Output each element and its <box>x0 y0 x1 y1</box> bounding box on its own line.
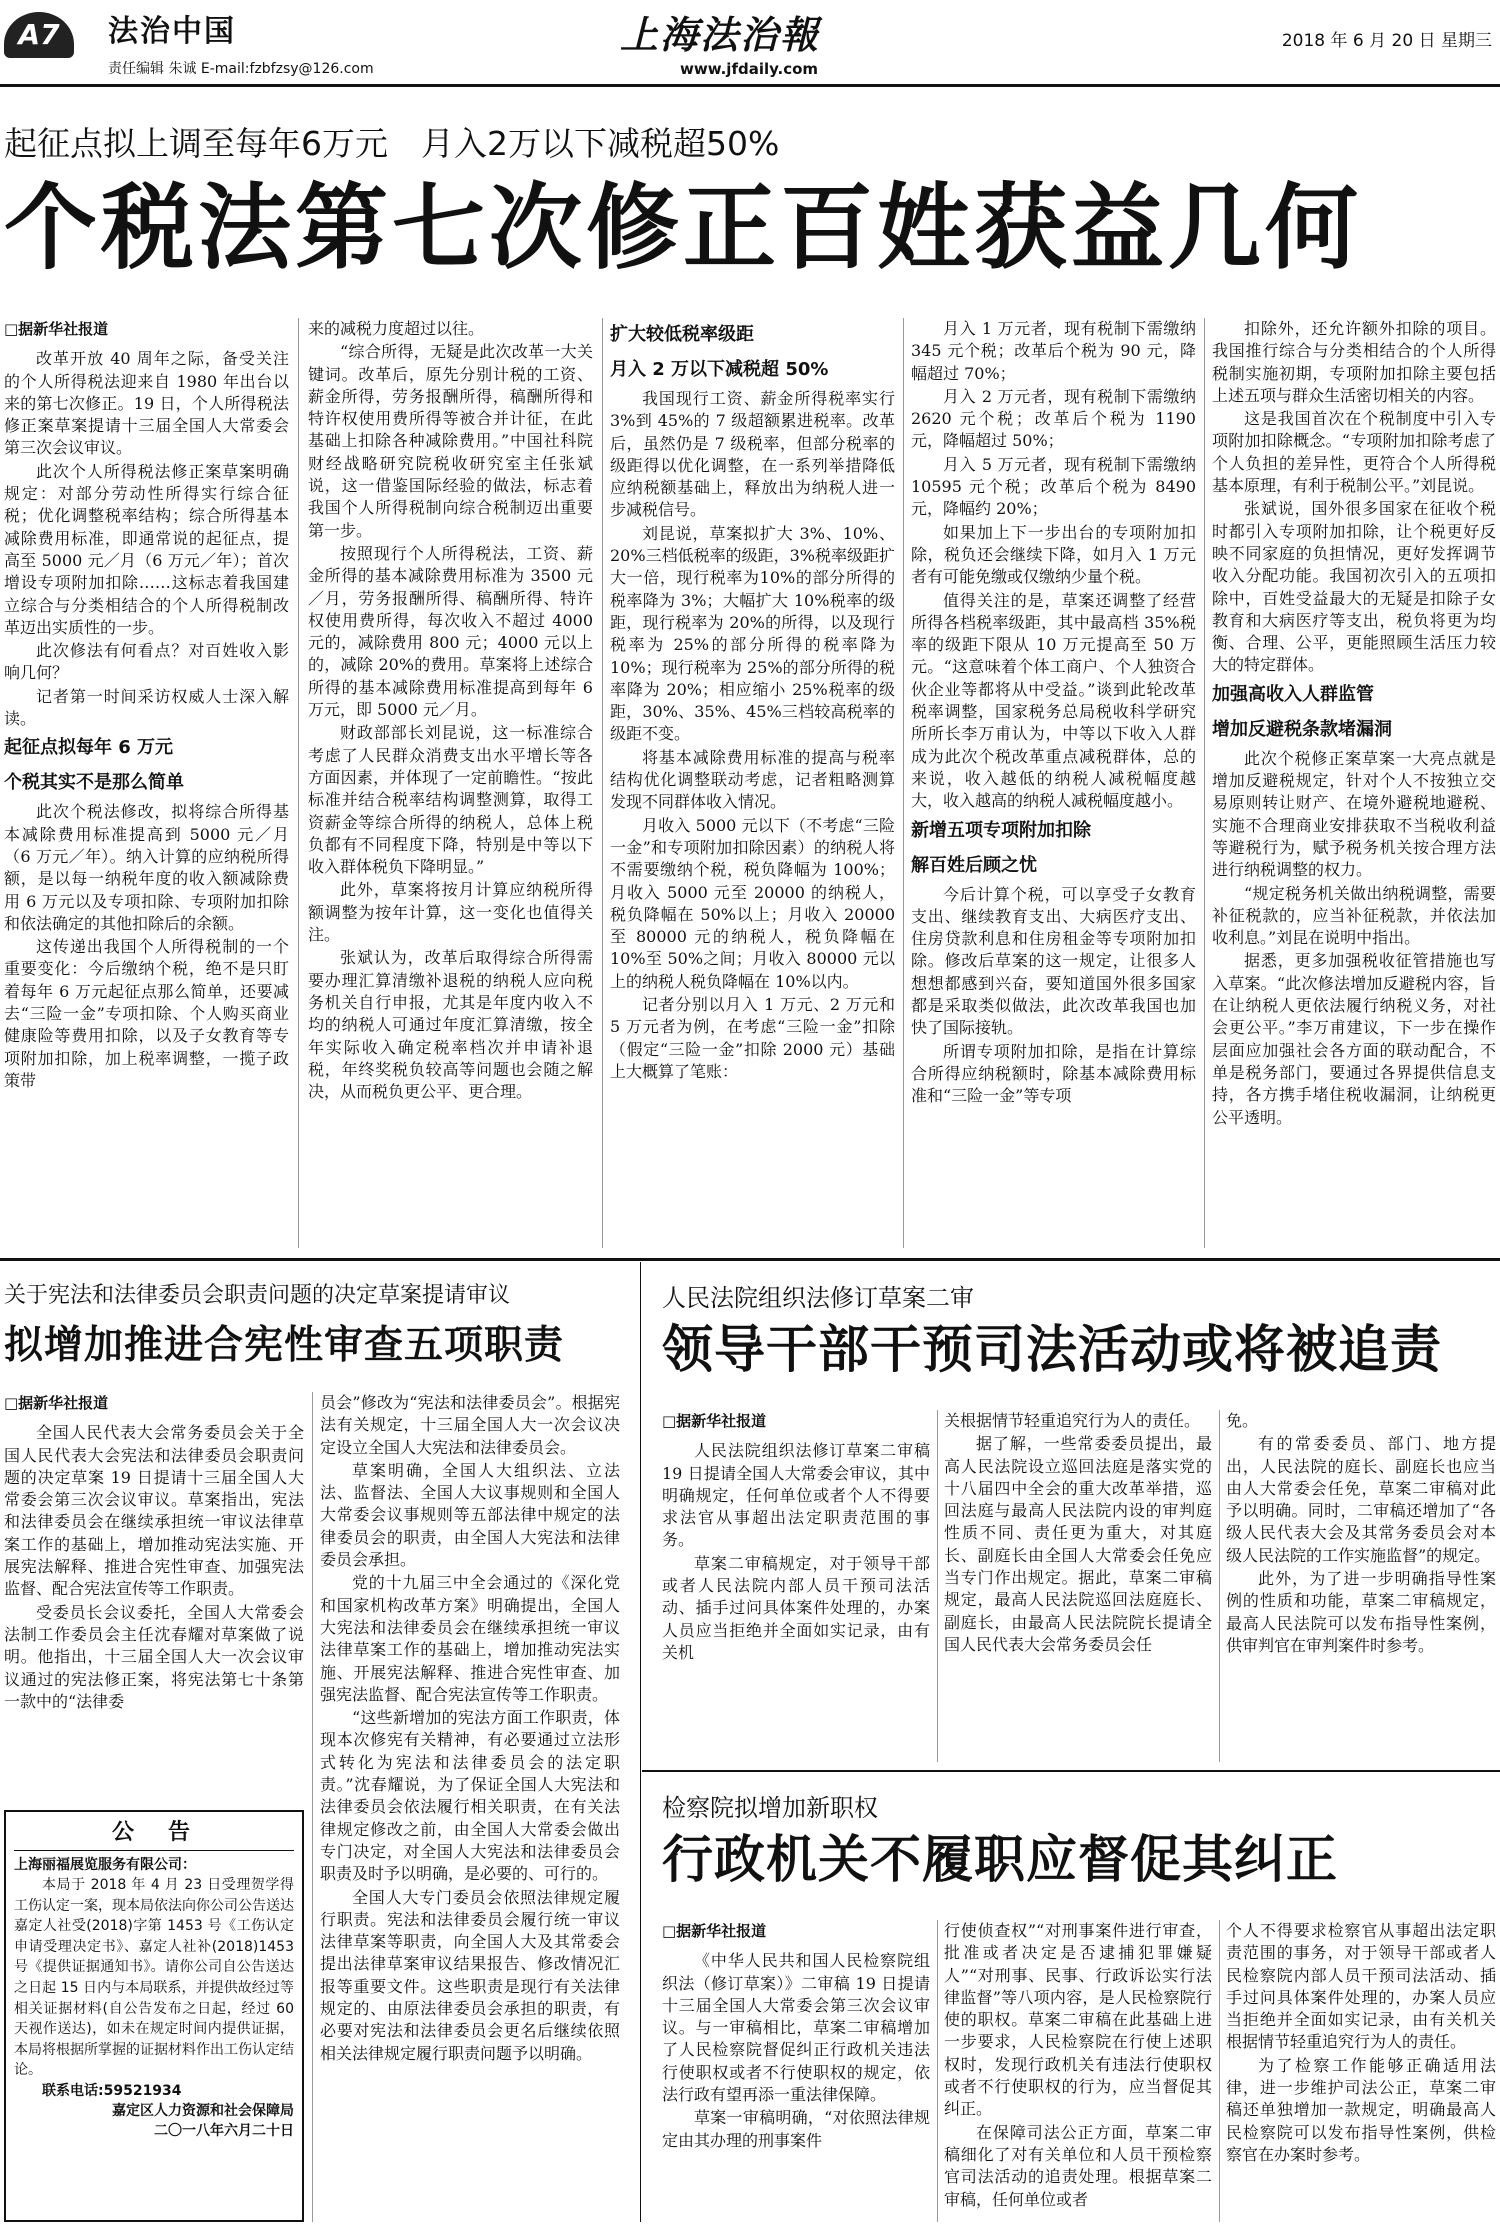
section-name: 法治中国 <box>108 14 236 49</box>
paragraph: 扣除外，还允许额外扣除的项目。我国推行综合与分类相结合的个人所得税制实施初期，专项附加扣除主要包括上述五项与群众生活密切相关的内容。 <box>1212 319 1496 405</box>
paragraph: 据了解，一些常委委员提出，最高人民法院设立巡回法庭是落实党的十八届四中全会的重大改革举措，巡回法庭与最高人民法院内设的审判庭性质不同、责任更为重大，对其庭长、副庭长由全国人大常委会任免应当专门作出规定。据此，草案二审稿规定，最高人民法院巡回法庭庭长、副庭长，由最高人民法院院长提请全国人民代表大会常务委员会任 <box>944 1434 1212 1654</box>
column-rule <box>1219 1410 1220 1762</box>
paragraph: 改革开放 40 周年之际，备受关注的个人所得税法迎来自 1980 年出台以来的第七次修正。19 日，个人所得税法修正案草案提请十三届全国人大常委会第三次会议审议。 <box>4 349 289 458</box>
story3-column-3 <box>1226 1410 1496 1762</box>
paragraph: 此次修法有何看点？对百姓收入影响几何？ <box>4 641 289 683</box>
notice-box <box>4 1810 304 2222</box>
byline: □据新华社报道 <box>4 1394 109 1412</box>
page-number: A7 <box>18 18 60 51</box>
paragraph: 月入 2 万元者，现有税制下需缴纳 2620 元个税；改革后个税为 1190 元，降幅超过 50%； <box>911 386 1196 451</box>
notice-date: 二〇一八年六月二十日 <box>154 2122 294 2139</box>
paragraph: 所谓专项附加扣除，是指在计算综合所得应纳税额时，除基本减除费用标准和“三险一金”等专项 <box>911 1041 1196 1106</box>
story3-headline: 领导干部干预司法活动或将被追责 <box>662 1321 1443 1380</box>
paragraph: 按照现行个人所得税法，工资、薪金所得的基本减除费用标准为 3500 元／月，劳务报酬所得、稿酬所得、特许权使用费所得，每次收入不超过 4000 元的，减除费用 800 元；4000 元以上的，减除 20%的费用。草案将上述综合所得的基本减除费用标准提高到每年 6 万元，即 5000 元／月。 <box>308 543 593 720</box>
subhead: 增加反避税条款堵漏洞 <box>1212 718 1392 740</box>
paragraph: 受委员长会议委托，全国人大常委会法制工作委员会主任沈春耀对草案做了说明。他指出，十三届全国人大一次会议审议通过的宪法修正案，将宪法第七十条第一款中的“法律委 <box>4 1602 304 1711</box>
lead-column-5 <box>1212 318 1496 1248</box>
story2-headline: 拟增加推进合宪性审查五项职责 <box>4 1323 565 1368</box>
paragraph: 张斌认为，改革后取得综合所得需要办理汇算清缴补退税的纳税人应向税务机关自行申报，尤其是年度内收入不均的纳税人可通过年度汇算清缴，按全年实际收入确定税率档次并申请补退税，年终奖税负较高等问题也会随之解决，从而税负更公平、更合理。 <box>308 948 593 1102</box>
paragraph: “综合所得，无疑是此次改革一大关键词。改革后，原先分别计税的工资、薪金所得，劳务报酬所得，稿酬所得和特许权使用费所得等被合并计征，在此基础上扣除各种减除费用。”中国社科院财经战略研究院税收研究室主任张斌说，这一借鉴国际经验的做法，标志着我国个人所得税制向综合税制迈出重要第一步。 <box>308 342 593 540</box>
column-rule <box>937 1410 938 1762</box>
paragraph: 月入 1 万元者，现有税制下需缴纳 345 元个税；改革后个税为 90 元，降幅超过 70%； <box>911 319 1196 383</box>
column-rule <box>312 1392 313 2222</box>
paragraph: “规定税务机关做出纳税调整，需要补征税款的，应当补征税款，并依法加收利息。”刘昆在说明中指出。 <box>1212 883 1496 948</box>
paragraph: 这是我国首次在个税制度中引入专项附加扣除概念。“专项附加扣除考虑了个人负担的差异性，更符合个人所得税基本原理，有利于税制公平。”刘昆说。 <box>1212 409 1496 496</box>
lead-column-1 <box>4 318 289 1248</box>
byline: □据新华社报道 <box>662 1412 767 1430</box>
paragraph: 有的常委委员、部门、地方提出，人民法院的庭长、副庭长也应当由人大常委会任免，草案二审稿对此予以明确。同时，二审稿还增加了“各级人民代表大会及其常务委员会对本级人民法院的工作实施监督”的规定。 <box>1226 1434 1496 1565</box>
story2-kicker: 关于宪法和法律委员会职责问题的决定草案提请审议 <box>4 1283 511 1308</box>
column-rule <box>602 318 603 1248</box>
paragraph: 草案二审稿规定，对于领导干部或者人民法院内部人员干预司法活动、插手过问具体案件处理的，办案人员应当拒绝并全面如实记录，由有关机 <box>662 1553 930 1662</box>
paragraph: 如果加上下一步出台的专项附加扣除，税负还会继续下降，如月入 1 万元者有可能免缴或仅缴纳少量个税。 <box>911 522 1196 587</box>
paragraph: 我国现行工资、薪金所得税率实行 3%到 45%的 7 级超额累进税率。改革后，虽然仍是 7 级税率，但部分税率的级距得以优化调整，在一系列举措降低应纳税额基础上，释放出为纳税人进一步减税信号。 <box>610 389 895 520</box>
paragraph: 月收入 5000 元以下（不考虑“三险一金”和专项附加扣除因素）的纳税人将不需要缴纳个税，税负降幅为 100%；月收入 5000 元至 20000 的纳税人，税负降幅在 50%以上；月收入 20000 至 80000 元的纳税人，税负降幅在 10%至 50%之间；月收入 80000 元以上的纳税人税负降幅在 10%以内。 <box>610 815 895 991</box>
lead-column-3 <box>610 318 895 1248</box>
story-divider <box>642 1770 1500 1772</box>
issue-date: 2018 年 6 月 20 日 星期三 <box>1281 31 1492 51</box>
paragraph: 《中华人民共和国人民检察院组织法（修订草案）》二审稿 19 日提请十三届全国人大常委会第三次会议审议。与一审稿相比，草案二审稿增加了人民检察院督促纠正行政机关违法行使职权或者不行使职权的规定，依法行政有望再添一重法律保障。 <box>662 1951 930 2105</box>
paragraph: 此外，为了进一步明确指导性案例的性质和功能，草案二审稿规定，最高人民法院可以发布指导性案例，供审判官在审判案件时参考。 <box>1226 1569 1496 1655</box>
paragraph: 记者第一时间采访权威人士深入解读。 <box>4 686 289 729</box>
paragraph: 月入 5 万元者，现有税制下需缴纳 10595 元个税；改革后个税为 8490 元，降幅约 20%； <box>911 454 1196 519</box>
paragraph: 来的减税力度超过以往。 <box>308 319 485 338</box>
story4-column-2 <box>944 1920 1212 2222</box>
paragraph: 行使侦查权”“对刑事案件进行审查，批准或者决定是否逮捕犯罪嫌疑人”“对刑事、民事、行政诉讼实行法律监督”等八项内容，是人民检察院行使的职权。草案二审稿在此基础上进一步要求，人民检察院在行使上述职权时，发现行政机关有违法行使职权或者不行使职权的行为，应当督促其纠正。 <box>944 1921 1212 2119</box>
story2-column-1 <box>4 1392 304 1802</box>
story2-column-2 <box>320 1392 620 2222</box>
story4-column-1 <box>662 1920 930 2222</box>
subhead: 加强高收入人群监管 <box>1212 683 1374 705</box>
story3-column-1 <box>662 1410 930 1762</box>
website: www.jfdaily.com <box>680 60 819 78</box>
story4-kicker: 检察院拟增加新职权 <box>662 1794 878 1822</box>
paragraph: 今后计算个税，可以享受子女教育支出、继续教育支出、大病医疗支出、住房贷款利息和住房租金等专项附加扣除。修改后草案的这一规定，让很多人想想都感到兴奋，要知道国外很多国家都是采取类似做法，此次改革我国也加快了国际接轨。 <box>911 884 1196 1038</box>
paragraph: 此次个人所得税法修正案草案明确规定：对部分劳动性所得实行综合征税；优化调整税率结构；综合所得基本减除费用标准，即通常说的起征点，提高至 5000 元／月（6 万元／年）；首次增设专项附加扣除……这标志着我国建立综合与分类相结合的个人所得税制改革迈出实质性的一步。 <box>4 461 289 637</box>
subhead: 扩大较低税率级距 <box>610 324 754 345</box>
subhead: 起征点拟每年 6 万元 <box>4 737 174 759</box>
notice-title: 公 告 <box>111 1820 196 1845</box>
paragraph: 财政部部长刘昆说，这一标准综合考虑了人民群众消费支出水平增长等各方面因素，并体现了一定前瞻性。“按此标准并结合税率结构调整测算，取得工资薪金等综合所得的纳税人，总体上税负都有不同程度下降，特别是中等以下收入群体税负下降明显。” <box>308 723 593 877</box>
byline: □据新华社报道 <box>4 320 109 338</box>
paragraph: 张斌说，国外很多国家在征收个税时都引入专项附加扣除，让个税更好反映不同家庭的负担情况，更好发挥调节收入分配功能。我国初次引入的五项扣除中，百姓受益最大的无疑是扣除子女教育和大病医疗等支出，税负将更为均衡、合理、公平，更能照顾生活压力较大的特定群体。 <box>1212 499 1496 675</box>
paragraph: 刘昆说，草案拟扩大 3%、10%、20%三档低税率的级距，3%税率级距扩大一倍，现行税率为10%的部分所得的税率降为 3%；大幅扩大 10%税率的级距，现行税率为 20%的所得，以及现行税率为 25%的部分所得的税率降为 10%；现行税率为 25%的部分所得的税率降为 20%；相应缩小 25%税率的级距，30%、35%、45%三档较高税率的级距不变。 <box>610 523 895 744</box>
paragraph: 记者分别以月入 1 万元、2 万元和 5 万元者为例，在考虑“三险一金”扣除（假定“三险一金”扣除 2000 元）基础上大概算了笔账： <box>610 995 895 1081</box>
column-rule <box>1219 1920 1220 2222</box>
paragraph: 此次个税修正案草案一大亮点就是增加反避税规定，针对个人不按独立交易原则转让财产、在境外避税地避税、实施不合理商业安排获取不当税收利益等避税行为，赋予税务机关按合理方法进行纳税调整的权力。 <box>1212 748 1496 880</box>
subhead: 解百姓后顾之忧 <box>911 854 1037 876</box>
paragraph: 此次个税法修改，拟将综合所得基本减除费用标准提高到 5000 元／月（6 万元／年）。纳入计算的应纳税所得额，是以每一纳税年度的收入额减除费用 6 万元以及专项扣除、专项附加扣除和依法确定的其他扣除后的余额。 <box>4 802 289 933</box>
paragraph: 值得关注的是，草案还调整了经营所得各档税率级距，其中最高档 35%税率的级距下限从 10 万元提高至 50 万元。“这意味着个体工商户、个人独资合伙企业等都将从中受益。”谈到此轮改革税率调整，国家税务总局税收科学研究所所长李万甫认为，中等以下收入人群成为此次个税改革重点减税群体，总的来说，收入越低的纳税人减税幅度越大，收入越高的纳税人减税幅度越小。 <box>911 590 1196 811</box>
paragraph: “这些新增加的宪法方面工作职责，体现本次修宪有关精神，有必要通过立法形式转化为宪法和法律委员会的法定职责。”沈春耀说，为了保证全国人大宪法和法律委员会依法履行相关职责，在有关法律规定修改之前，由全国人大常委会做出专门决定，对全国人大宪法和法律委员会职责及时予以明确，是必要的、可行的。 <box>320 1708 620 1884</box>
paragraph: 全国人民代表大会常务委员会关于全国人民代表大会宪法和法律委员会职责问题的决定草案 19 日提请十三届全国人大常委会第三次会议审议。草案指出，宪法和法律委员会在继续承担统一审议法律草案工作的基础上，增加推动宪法实施、开展宪法解释、推进合宪性审查、加强宪法监督、配合宪法宣传等工作职责。 <box>4 1423 304 1599</box>
lead-column-2 <box>308 318 593 1248</box>
paragraph: 据悉，更多加强税收征管措施也写入草案。“此次修法增加反避税内容，旨在让纳税人更依法履行纳税义务，对社会更公平。”李万甫建议，下一步在操作层面应加强社会各方面的联动配合，不单是税务部门，要通过各界提供信息支持，各方携手堵住税收漏洞，让纳税更公平透明。 <box>1212 951 1496 1127</box>
editor-line: 责任编辑 朱诚 E-mail:fzbfzsy@126.com <box>108 61 374 77</box>
story4-headline: 行政机关不履职应督促其纠正 <box>662 1831 1339 1890</box>
notice-phone: 联系电话:59521934 <box>42 2082 182 2099</box>
paragraph: 此外，草案将按月计算应纳税所得额调整为按年计算，这一变化也值得关注。 <box>308 880 593 945</box>
paragraph: 草案明确，全国人大组织法、立法法、监督法、全国人大议事规则和全国人大常委会议事规则等五部法律中规定的法律委员会的职责，由全国人大宪法和法律委员会承担。 <box>320 1460 620 1570</box>
masthead-rule <box>0 84 1500 87</box>
lead-kicker: 起征点拟上调至每年6万元 月入2万以下减税超50% <box>4 124 780 163</box>
paragraph: 将基本减除费用标准的提高与税率结构优化调整联动考虑，记者粗略测算发现不同群体收入情况。 <box>610 747 895 812</box>
paragraph: 党的十九届三中全会通过的《深化党和国家机构改革方案》明确提出，全国人大宪法和法律委员会在继续承担统一审议法律草案工作的基础上，增加推动宪法实施、开展宪法解释、推进合宪性审查、加强宪法监督、配合宪法宣传等工作职责。 <box>320 1573 620 1704</box>
paragraph: 员会”修改为“宪法和法律委员会”。根据宪法有关规定，十三届全国人大一次会议决定设立全国人大宪法和法律委员会。 <box>320 1393 620 1457</box>
notice-company: 上海丽福展览服务有限公司： <box>14 1857 196 1873</box>
paragraph: 为了检察工作能够正确适用法律，进一步维护司法公正，草案二审稿还单独增加一款规定，明确最高人民检察院可以发布指导性案例，供检察官在办案时参考。 <box>1226 2055 1496 2164</box>
paragraph: 个人不得要求检察官从事超出法定职责范围的事务，对于领导干部或者人民检察院内部人员干预司法活动、插手过问具体案件处理的，办案人员应当拒绝并全面如实记录，由有关机关根据情节轻重追究行为人的责任。 <box>1226 1921 1496 2052</box>
paragraph: 这传递出我国个人所得税制的一个重要变化：今后缴纳个税，绝不是只盯着每年 6 万元起征点那么简单，还要减去“三险一金”专项扣除、个人购买商业健康险等费用扣除，以及子女教育等专项附加扣除，加上税率调整，一揽子政策带 <box>4 937 289 1090</box>
lead-column-4 <box>911 318 1196 1248</box>
notice-signer: 嘉定区人力资源和社会保障局 <box>112 2102 294 2119</box>
story3-column-2 <box>944 1410 1212 1762</box>
column-rule <box>1204 318 1205 1248</box>
paragraph: 草案一审稿明确，“对依照法律规定由其办理的刑事案件 <box>662 2108 930 2150</box>
paragraph: 全国人大专门委员会依照法律规定履行职责。宪法和法律委员会履行统一审议法律草案等职责，向全国人大及其常委会提出法律草案审议结果报告、修改情况汇报等重要文件。这些职责是现行有关法律规定的、由原法律委员会承担的职责，有必要对宪法和法律委员会更名后继续依照相关法律规定履行职责问题予以明确。 <box>320 1887 620 2063</box>
lead-headline: 个税法第七次修正百姓获益几何 <box>4 174 1362 282</box>
byline: □据新华社报道 <box>662 1922 767 1940</box>
section-rule <box>0 1258 1500 1261</box>
subhead: 个税其实不是那么简单 <box>4 772 184 794</box>
story4-column-3 <box>1226 1920 1496 2222</box>
column-rule <box>937 1920 938 2222</box>
column-rule <box>903 318 904 1248</box>
paragraph: 在保障司法公正方面，草案二审稿细化了对有关单位和人员干预检察官司法活动的追责处理。根据草案二审稿，任何单位或者 <box>944 2122 1212 2209</box>
column-rule <box>640 1262 641 2222</box>
paragraph: 免。 <box>1226 1411 1259 1430</box>
story3-kicker: 人民法院组织法修订草案二审 <box>662 1284 974 1312</box>
paragraph: 关根据情节轻重追究行为人的责任。 <box>944 1411 1201 1430</box>
paragraph: 人民法院组织法修订草案二审稿 19 日提请全国人大常委会审议，其中明确规定，任何单位或者个人不得要求法官从事超出法定职责范围的事务。 <box>662 1441 930 1550</box>
subhead: 新增五项专项附加扣除 <box>911 819 1091 841</box>
column-rule <box>298 318 299 1248</box>
masthead <box>0 0 1500 92</box>
subhead: 月入 2 万以下减税超 50% <box>610 359 829 380</box>
paper-name: 上海法治報 <box>620 12 821 57</box>
notice-rule <box>14 1850 294 1851</box>
notice-body: 本局于 2018 年 4 月 23 日受理贺学得工伤认定一案，现本局依法向你公司公告送达嘉定人社受(2018)字第 1453 号《工伤认定申请受理决定书》、嘉定人社补(2018)1453 号《提供证据通知书》。请你公司自公告送达之日起 15 日内与本局联系，并提供故经过等相关证据材料(自公告发布之日起，经过 60 天视作送达)，如未在规定时间内提供证据，本局将根据所掌握的证据材料作出工伤认定结论。 <box>14 1877 294 2079</box>
